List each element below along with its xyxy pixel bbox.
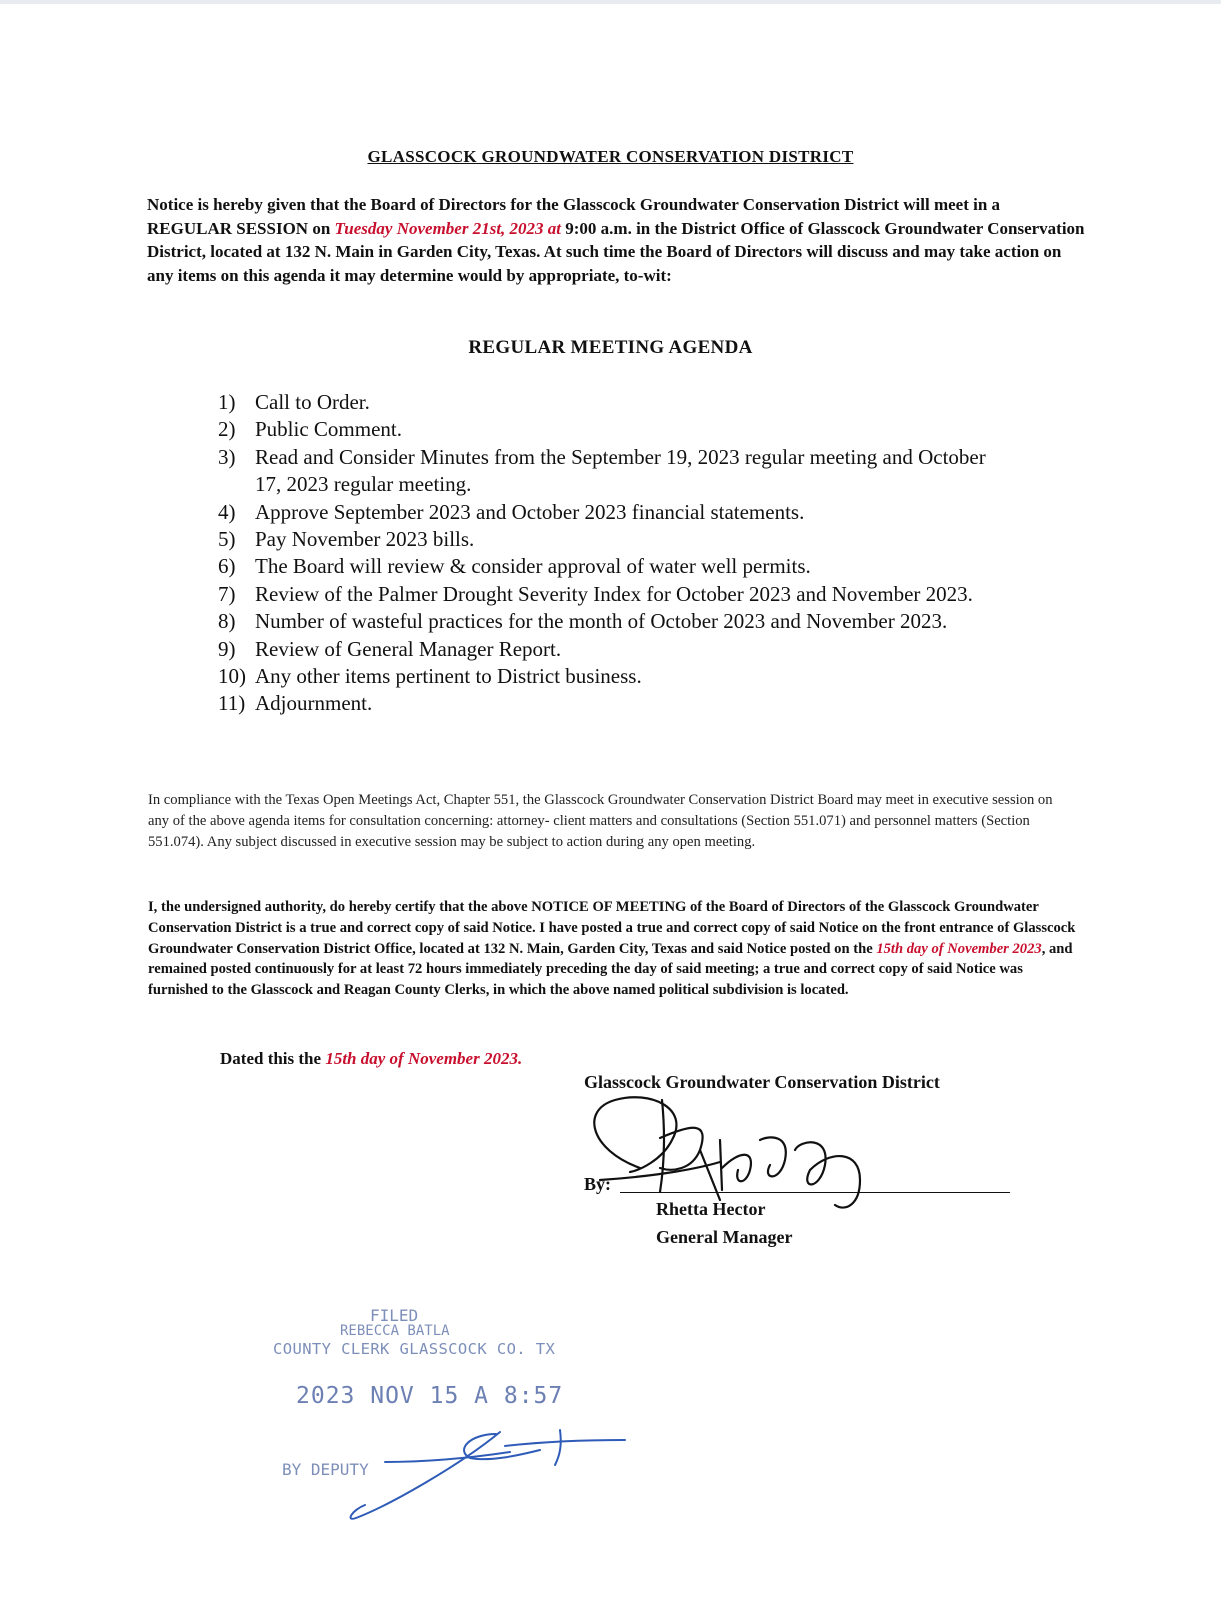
stamp-filed-label: FILED	[370, 1306, 419, 1325]
meeting-date: Tuesday November 21st, 2023 at	[334, 218, 562, 238]
agenda-title: REGULAR MEETING AGENDA	[468, 337, 753, 358]
agenda-item-text: Public Comment.	[255, 417, 402, 442]
agenda-item-number: 9)	[218, 636, 236, 661]
agenda-item-number: 7)	[218, 581, 236, 606]
agenda-item	[218, 416, 1118, 443]
agenda-item	[218, 444, 1118, 499]
agenda-item-number: 6)	[218, 554, 236, 579]
notice-text-start: Notice is hereby given that the Board of Directors for the Glasscock Groundwater Conservation District will meet in a REGULAR SESSION on	[147, 195, 1001, 238]
agenda-item-number: 11)	[218, 691, 246, 716]
agenda-item-text: Approve September 2023 and October 2023 financial statements.	[255, 499, 805, 524]
agenda-item	[218, 389, 1118, 416]
agenda-item-number: 1)	[218, 390, 236, 414]
certification-paragraph	[148, 897, 1083, 1001]
dated-value: 15th day of November 2023.	[325, 1049, 523, 1068]
agenda-item-text: Adjournment.	[255, 691, 373, 716]
signer-name: Rhetta Hector	[656, 1199, 766, 1219]
agenda-item-text: Pay November 2023 bills.	[255, 527, 475, 552]
agenda-item-number: 2)	[218, 417, 236, 442]
agenda-item-text: The Board will review & consider approval of water well permits.	[255, 554, 811, 579]
agenda-item-text: Any other items pertinent to District business.	[255, 664, 642, 689]
signing-organization: Glasscock Groundwater Conservation District	[584, 1072, 940, 1092]
posted-date: 15th day of November 2023	[876, 940, 1042, 957]
stamp-filed-datetime: 2023 NOV 15 A 8:57	[296, 1383, 564, 1409]
agenda-item-number: 5)	[218, 527, 236, 552]
stamp-county-clerk: COUNTY CLERK GLASSCOCK CO. TX	[273, 1340, 556, 1358]
agenda-list	[218, 389, 1118, 718]
signature-line	[620, 1192, 1010, 1193]
deputy-signature	[351, 1430, 625, 1519]
agenda-item-number: 4)	[218, 499, 236, 524]
stamp-clerk-name: REBECCA BATLA	[340, 1323, 450, 1339]
agenda-item-text: Number of wasteful practices for the month of October 2023 and November 2023.	[255, 609, 948, 634]
signature-by-label: By:	[584, 1174, 611, 1194]
open-meetings-compliance-note: In compliance with the Texas Open Meetings Act, Chapter 551, the Glasscock Groundwater Conservation District Board may meet in executive session on any of the above agenda items for consultation concerning: attorney- client matters and consultations (Section 551.071) and personnel matters (Section 551.074). Any subject discussed in executive session may be subject to action during any open meeting.	[148, 792, 1053, 850]
agenda-item-text: Review of the Palmer Drought Severity Index for October 2023 and November 2023.	[255, 581, 973, 606]
agenda-item	[218, 553, 1118, 580]
agenda-item-text: Call to Order.	[255, 390, 370, 414]
dated-line	[220, 1049, 522, 1069]
agenda-item	[218, 499, 1118, 526]
agenda-item	[218, 581, 1118, 608]
meeting-notice-paragraph	[147, 193, 1087, 287]
certification-text-start: I, the undersigned authority, do hereby certify that the above NOTICE OF MEETING of the Board of Directors of the Glasscock Groundwater Conservation District is a true and correct copy of said Notice. I have posted a true and correct copy of said Notice on the front entrance of Glasscock Groundwater Conservation District Office, located at 132 N. Main, Garden City, Texas and said Notice posted on the	[148, 899, 1076, 957]
agenda-item-number: 3)	[218, 444, 236, 469]
scan-top-edge	[0, 0, 1221, 4]
dated-label: Dated this the	[220, 1049, 326, 1068]
signer-title: General Manager	[656, 1227, 793, 1247]
certification-text-end: , and remained posted continuously for at least 72 hours immediately preceding the day of said meeting; a true and correct copy of said Notice was furnished to the Glasscock and Reagan County Clerks, in which the above named political subdivision is located.	[148, 940, 1073, 999]
notice-text-end: 9:00 a.m. in the District Office of Glasscock Groundwater Conservation District, located at 132 N. Main in Garden City, Texas. At such time the Board of Directors will discuss and may take action on any items on this agenda it may determine would by appropriate, to-wit:	[147, 218, 1085, 285]
stamp-deputy-label: BY DEPUTY	[282, 1460, 369, 1479]
agenda-item-number: 10)	[218, 664, 246, 689]
agenda-item	[218, 663, 1118, 690]
agenda-item	[218, 636, 1118, 663]
agenda-item-text: Read and Consider Minutes from the September 19, 2023 regular meeting and October 17, 2023 regular meeting.	[255, 444, 986, 497]
agenda-item	[218, 526, 1118, 553]
agenda-item	[218, 608, 1118, 635]
document-title: GLASSCOCK GROUNDWATER CONSERVATION DISTRICT	[367, 147, 854, 166]
agenda-item	[218, 690, 1118, 717]
agenda-item-text: Review of General Manager Report.	[255, 636, 562, 661]
agenda-item-number: 8)	[218, 609, 236, 634]
